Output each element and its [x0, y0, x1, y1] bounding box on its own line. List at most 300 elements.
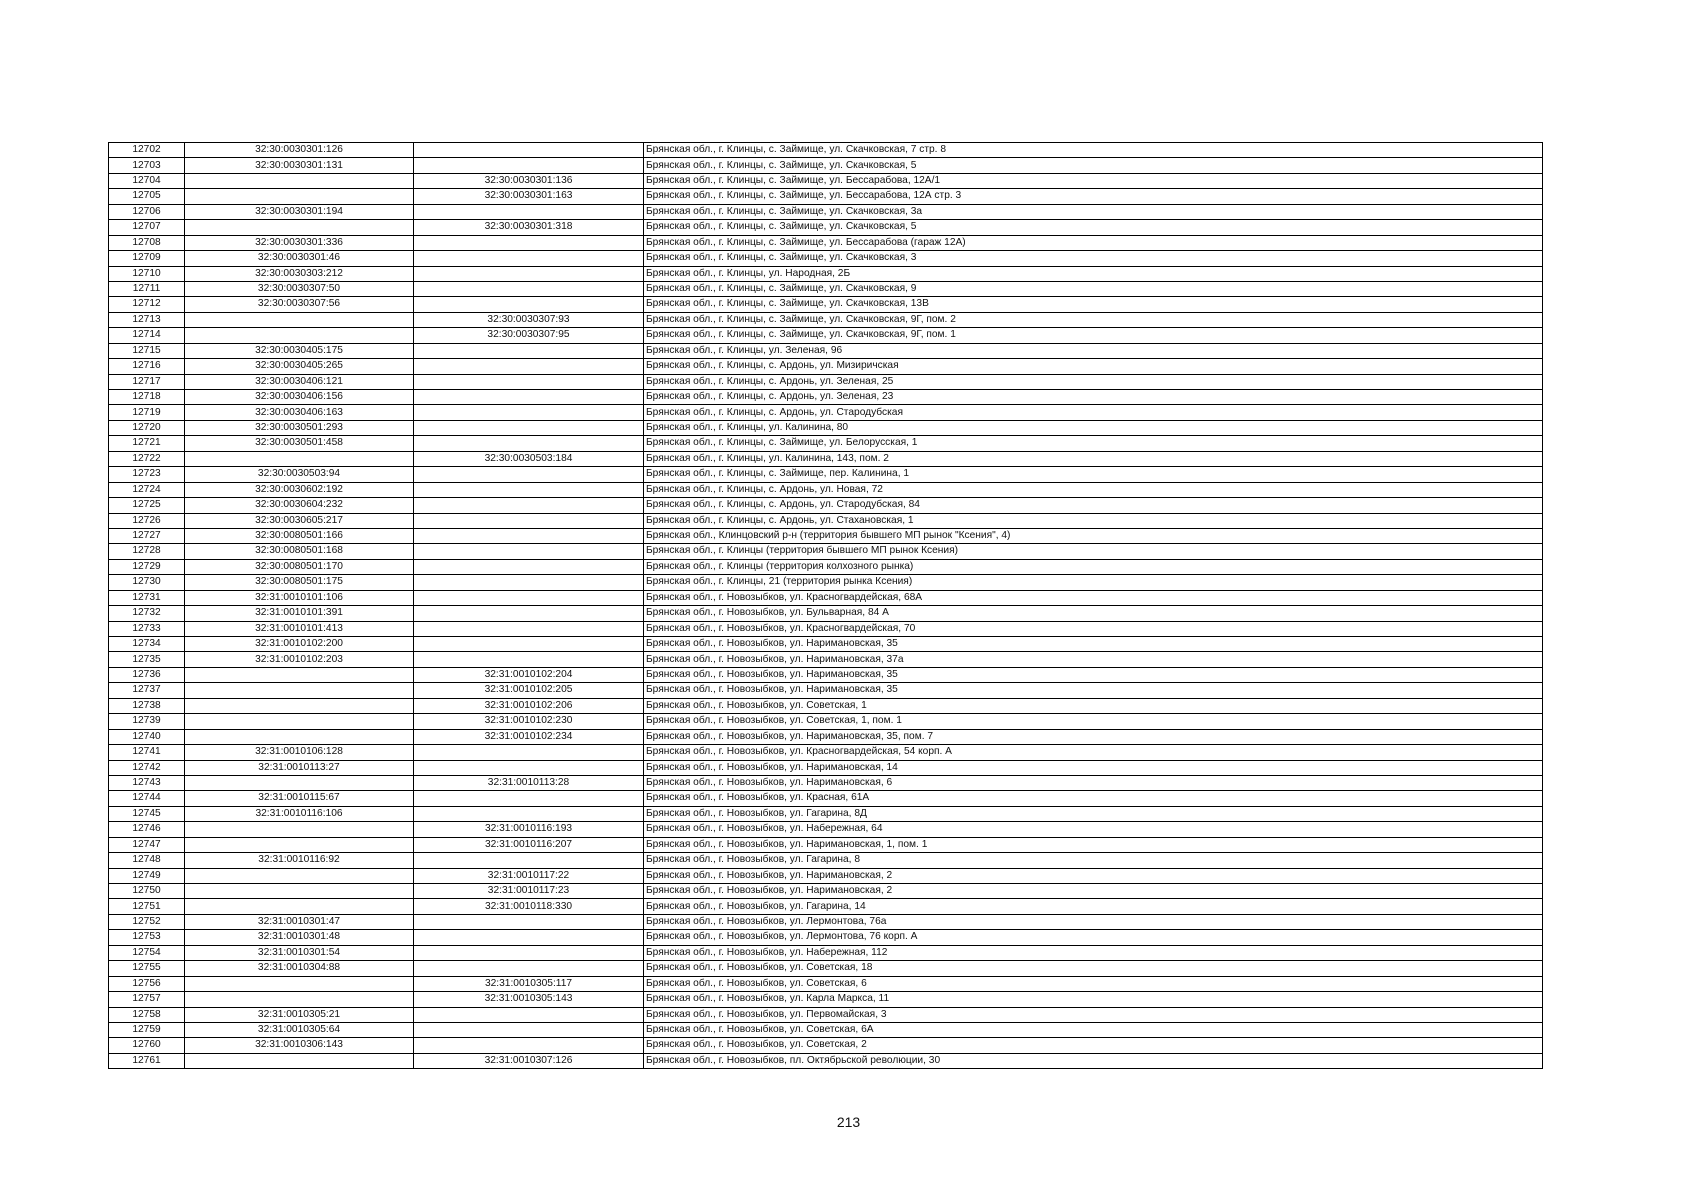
- table-row: [109, 251, 1543, 266]
- cadastral-number-alt-cell: [414, 930, 644, 945]
- cadastral-number-cell: 32:31:0010101:106: [185, 590, 414, 605]
- address-cell: Брянская обл., г. Клинцы, с. Займище, ул. Скачковская, 3: [644, 251, 1543, 266]
- table-row: [109, 544, 1543, 559]
- row-number-cell: 12712: [109, 297, 185, 312]
- cadastral-number-cell: [185, 714, 414, 729]
- table-row: [109, 220, 1543, 235]
- cadastral-number-cell: 32:31:0010306:143: [185, 1038, 414, 1053]
- row-number-cell: 12732: [109, 606, 185, 621]
- cadastral-number-cell: [185, 189, 414, 204]
- address-cell: Брянская обл., г. Новозыбков, ул. Бульварная, 84 А: [644, 606, 1543, 621]
- cadastral-number-alt-cell: 32:30:0030307:93: [414, 312, 644, 327]
- table-row: [109, 297, 1543, 312]
- cadastral-number-cell: 32:31:0010115:67: [185, 791, 414, 806]
- address-cell: Брянская обл., г. Новозыбков, ул. Красногвардейская, 54 корп. А: [644, 745, 1543, 760]
- row-number-cell: 12719: [109, 405, 185, 420]
- address-cell: Брянская обл., г. Клинцы (территория бывшего МП рынок Ксения): [644, 544, 1543, 559]
- row-number-cell: 12715: [109, 343, 185, 358]
- address-cell: Брянская обл., г. Клинцы, с. Займище, ул. Скачковская, 5: [644, 158, 1543, 173]
- address-cell: Брянская обл., г. Клинцы, с. Ардонь, ул. Новая, 72: [644, 482, 1543, 497]
- cadastral-number-alt-cell: 32:31:0010116:193: [414, 822, 644, 837]
- address-cell: Брянская обл., г. Новозыбков, ул. Лермонтова, 76 корп. А: [644, 930, 1543, 945]
- page-number: 213: [836, 1114, 861, 1130]
- table-row: [109, 405, 1543, 420]
- address-cell: Брянская обл., г. Клинцы, с. Займище, пер. Калинина, 1: [644, 467, 1543, 482]
- cadastral-number-alt-cell: [414, 1022, 644, 1037]
- table-row: [109, 868, 1543, 883]
- cadastral-number-alt-cell: [414, 498, 644, 513]
- table-row: [109, 606, 1543, 621]
- cadastral-number-cell: [185, 698, 414, 713]
- cadastral-number-alt-cell: [414, 204, 644, 219]
- address-cell: Брянская обл., г. Клинцы, с. Займище, ул. Белорусская, 1: [644, 436, 1543, 451]
- table-row: [109, 760, 1543, 775]
- cadastral-number-alt-cell: [414, 621, 644, 636]
- cadastral-number-cell: 32:30:0030307:56: [185, 297, 414, 312]
- cadastral-number-cell: 32:30:0030301:194: [185, 204, 414, 219]
- cadastral-number-cell: 32:31:0010301:48: [185, 930, 414, 945]
- cadastral-number-alt-cell: [414, 559, 644, 574]
- table-row: [109, 482, 1543, 497]
- cadastral-number-cell: 32:30:0030406:156: [185, 390, 414, 405]
- table-row: [109, 806, 1543, 821]
- row-number-cell: 12702: [109, 143, 185, 158]
- row-number-cell: 12721: [109, 436, 185, 451]
- cadastral-number-alt-cell: [414, 297, 644, 312]
- cadastral-number-cell: 32:30:0030405:175: [185, 343, 414, 358]
- cadastral-number-alt-cell: [414, 281, 644, 296]
- cadastral-number-alt-cell: [414, 745, 644, 760]
- cadastral-number-alt-cell: 32:31:0010117:23: [414, 884, 644, 899]
- row-number-cell: 12711: [109, 281, 185, 296]
- cadastral-number-alt-cell: [414, 390, 644, 405]
- address-cell: Брянская обл., г. Клинцы, с. Ардонь, ул. Стахановская, 1: [644, 513, 1543, 528]
- row-number-cell: 12713: [109, 312, 185, 327]
- address-cell: Брянская обл., г. Клинцы, с. Займище, ул. Скачковская, 3а: [644, 204, 1543, 219]
- table-row: [109, 729, 1543, 744]
- address-cell: Брянская обл., г. Клинцы, с. Ардонь, ул. Стародубская, 84: [644, 498, 1543, 513]
- address-cell: Брянская обл., г. Клинцы, с. Ардонь, ул. Стародубская: [644, 405, 1543, 420]
- table-row: [109, 822, 1543, 837]
- cadastral-number-alt-cell: [414, 158, 644, 173]
- table-row: [109, 1022, 1543, 1037]
- cadastral-number-cell: 32:31:0010301:54: [185, 945, 414, 960]
- row-number-cell: 12759: [109, 1022, 185, 1037]
- table-row: [109, 992, 1543, 1007]
- cadastral-number-cell: [185, 683, 414, 698]
- table-row: [109, 791, 1543, 806]
- cadastral-number-cell: 32:30:0030501:293: [185, 420, 414, 435]
- table-row: [109, 714, 1543, 729]
- cadastral-number-cell: 32:30:0080501:170: [185, 559, 414, 574]
- row-number-cell: 12752: [109, 914, 185, 929]
- cadastral-number-cell: 32:31:0010113:27: [185, 760, 414, 775]
- cadastral-number-cell: 32:30:0030405:265: [185, 359, 414, 374]
- cadastral-number-cell: 32:31:0010106:128: [185, 745, 414, 760]
- row-number-cell: 12761: [109, 1053, 185, 1068]
- row-number-cell: 12743: [109, 775, 185, 790]
- table-row: [109, 204, 1543, 219]
- cadastral-number-alt-cell: [414, 359, 644, 374]
- cadastral-number-cell: 32:30:0030406:163: [185, 405, 414, 420]
- table-row: [109, 930, 1543, 945]
- table-row: [109, 420, 1543, 435]
- cadastral-number-alt-cell: 32:31:0010116:207: [414, 837, 644, 852]
- cadastral-number-cell: 32:30:0030406:121: [185, 374, 414, 389]
- cadastral-number-cell: [185, 992, 414, 1007]
- table-row: [109, 698, 1543, 713]
- cadastral-number-cell: [185, 328, 414, 343]
- table-row: [109, 281, 1543, 296]
- table-row: [109, 899, 1543, 914]
- address-cell: Брянская обл., г. Клинцы, с. Ардонь, ул. Мизиричская: [644, 359, 1543, 374]
- table-row: [109, 914, 1543, 929]
- address-cell: Брянская обл., г. Новозыбков, ул. Наримановская, 35: [644, 667, 1543, 682]
- row-number-cell: 12755: [109, 961, 185, 976]
- row-number-cell: 12710: [109, 266, 185, 281]
- row-number-cell: 12714: [109, 328, 185, 343]
- cadastral-number-cell: 32:31:0010102:200: [185, 637, 414, 652]
- table-row: [109, 853, 1543, 868]
- cadastral-number-alt-cell: 32:31:0010305:143: [414, 992, 644, 1007]
- cadastral-number-cell: [185, 868, 414, 883]
- cadastral-number-cell: 32:30:0030501:458: [185, 436, 414, 451]
- address-cell: Брянская обл., г. Новозыбков, ул. Карла Маркса, 11: [644, 992, 1543, 1007]
- table-row: [109, 1053, 1543, 1068]
- address-cell: Брянская обл., г. Новозыбков, ул. Гагарина, 8: [644, 853, 1543, 868]
- cadastral-number-cell: 32:30:0030604:232: [185, 498, 414, 513]
- table-row: [109, 559, 1543, 574]
- address-cell: Брянская обл., г. Новозыбков, ул. Наримановская, 14: [644, 760, 1543, 775]
- row-number-cell: 12758: [109, 1007, 185, 1022]
- cadastral-number-cell: [185, 837, 414, 852]
- cadastral-number-alt-cell: 32:31:0010305:117: [414, 976, 644, 991]
- row-number-cell: 12728: [109, 544, 185, 559]
- row-number-cell: 12747: [109, 837, 185, 852]
- cadastral-number-alt-cell: [414, 806, 644, 821]
- table-row: [109, 976, 1543, 991]
- cadastral-number-alt-cell: [414, 235, 644, 250]
- table-row: [109, 637, 1543, 652]
- address-cell: Брянская обл., г. Новозыбков, ул. Набережная, 64: [644, 822, 1543, 837]
- row-number-cell: 12705: [109, 189, 185, 204]
- row-number-cell: 12726: [109, 513, 185, 528]
- cadastral-number-cell: 32:31:0010101:391: [185, 606, 414, 621]
- cadastral-number-alt-cell: 32:31:0010307:126: [414, 1053, 644, 1068]
- address-cell: Брянская обл., г. Новозыбков, ул. Советская, 2: [644, 1038, 1543, 1053]
- row-number-cell: 12723: [109, 467, 185, 482]
- table-row: [109, 884, 1543, 899]
- address-cell: Брянская обл., г. Новозыбков, ул. Красная, 61А: [644, 791, 1543, 806]
- cadastral-number-alt-cell: [414, 791, 644, 806]
- address-cell: Брянская обл., г. Новозыбков, ул. Гагарина, 8Д: [644, 806, 1543, 821]
- table-row: [109, 667, 1543, 682]
- cadastral-number-cell: 32:31:0010301:47: [185, 914, 414, 929]
- cadastral-number-alt-cell: [414, 405, 644, 420]
- address-cell: Брянская обл., г. Клинцы, с. Займище, ул. Бессарабова, 12А стр. 3: [644, 189, 1543, 204]
- address-cell: Брянская обл., г. Новозыбков, ул. Гагарина, 14: [644, 899, 1543, 914]
- cadastral-number-cell: [185, 312, 414, 327]
- table-row: [109, 498, 1543, 513]
- cadastral-number-alt-cell: [414, 544, 644, 559]
- cadastral-number-alt-cell: [414, 575, 644, 590]
- cadastral-number-alt-cell: [414, 343, 644, 358]
- address-cell: Брянская обл., г. Клинцы (территория колхозного рынка): [644, 559, 1543, 574]
- address-cell: Брянская обл., г. Клинцы, с. Займище, ул. Скачковская, 13В: [644, 297, 1543, 312]
- cadastral-number-cell: 32:30:0030301:126: [185, 143, 414, 158]
- address-cell: Брянская обл., г. Клинцы, ул. Калинина, 143, пом. 2: [644, 451, 1543, 466]
- address-cell: Брянская обл., г. Новозыбков, ул. Наримановская, 1, пом. 1: [644, 837, 1543, 852]
- row-number-cell: 12744: [109, 791, 185, 806]
- row-number-cell: 12704: [109, 173, 185, 188]
- cadastral-number-alt-cell: [414, 853, 644, 868]
- row-number-cell: 12756: [109, 976, 185, 991]
- cadastral-number-alt-cell: [414, 1038, 644, 1053]
- cadastral-number-cell: [185, 899, 414, 914]
- table-row: [109, 528, 1543, 543]
- cadastral-number-cell: [185, 775, 414, 790]
- row-number-cell: 12724: [109, 482, 185, 497]
- row-number-cell: 12753: [109, 930, 185, 945]
- row-number-cell: 12742: [109, 760, 185, 775]
- address-cell: Брянская обл., г. Клинцы, с. Ардонь, ул. Зеленая, 25: [644, 374, 1543, 389]
- table-row: [109, 235, 1543, 250]
- row-number-cell: 12707: [109, 220, 185, 235]
- row-number-cell: 12717: [109, 374, 185, 389]
- table-row: [109, 1007, 1543, 1022]
- cadastral-number-alt-cell: [414, 482, 644, 497]
- cadastral-number-alt-cell: [414, 1007, 644, 1022]
- cadastral-number-cell: 32:31:0010305:21: [185, 1007, 414, 1022]
- address-cell: Брянская обл., г. Новозыбков, ул. Советская, 6А: [644, 1022, 1543, 1037]
- cadastral-number-alt-cell: 32:31:0010102:205: [414, 683, 644, 698]
- cadastral-number-alt-cell: 32:30:0030307:95: [414, 328, 644, 343]
- cadastral-number-alt-cell: [414, 945, 644, 960]
- row-number-cell: 12738: [109, 698, 185, 713]
- cadastral-number-alt-cell: [414, 251, 644, 266]
- table-row: [109, 158, 1543, 173]
- cadastral-number-alt-cell: [414, 143, 644, 158]
- address-cell: Брянская обл., г. Клинцы, с. Займище, ул. Скачковская, 9Г, пом. 1: [644, 328, 1543, 343]
- cadastral-number-alt-cell: 32:30:0030301:136: [414, 173, 644, 188]
- table-row: [109, 143, 1543, 158]
- cadastral-number-alt-cell: [414, 961, 644, 976]
- address-cell: Брянская обл., Клинцовский р-н (территория бывшего МП рынок "Ксения", 4): [644, 528, 1543, 543]
- cadastral-number-alt-cell: [414, 436, 644, 451]
- cadastral-number-cell: [185, 884, 414, 899]
- row-number-cell: 12751: [109, 899, 185, 914]
- cadastral-number-alt-cell: 32:31:0010102:206: [414, 698, 644, 713]
- address-cell: Брянская обл., г. Новозыбков, ул. Набережная, 112: [644, 945, 1543, 960]
- cadastral-number-alt-cell: [414, 914, 644, 929]
- row-number-cell: 12757: [109, 992, 185, 1007]
- address-cell: Брянская обл., г. Новозыбков, ул. Наримановская, 35: [644, 637, 1543, 652]
- address-cell: Брянская обл., г. Клинцы, с. Займище, ул. Скачковская, 9: [644, 281, 1543, 296]
- cadastral-number-cell: 32:30:0030602:192: [185, 482, 414, 497]
- cadastral-number-cell: [185, 173, 414, 188]
- row-number-cell: 12745: [109, 806, 185, 821]
- address-cell: Брянская обл., г. Клинцы, с. Займище, ул. Бессарабова, 12А/1: [644, 173, 1543, 188]
- cadastral-number-cell: [185, 822, 414, 837]
- address-cell: Брянская обл., г. Новозыбков, ул. Советская, 6: [644, 976, 1543, 991]
- cadastral-number-alt-cell: [414, 374, 644, 389]
- cadastral-number-cell: [185, 976, 414, 991]
- cadastral-number-alt-cell: [414, 266, 644, 281]
- cadastral-number-alt-cell: [414, 652, 644, 667]
- row-number-cell: 12740: [109, 729, 185, 744]
- cadastral-number-cell: 32:30:0030303:212: [185, 266, 414, 281]
- cadastral-number-cell: 32:30:0080501:175: [185, 575, 414, 590]
- cadastral-number-cell: 32:30:0080501:168: [185, 544, 414, 559]
- row-number-cell: 12729: [109, 559, 185, 574]
- address-cell: Брянская обл., г. Новозыбков, ул. Красногвардейская, 68А: [644, 590, 1543, 605]
- row-number-cell: 12720: [109, 420, 185, 435]
- cadastral-number-alt-cell: [414, 590, 644, 605]
- cadastral-number-alt-cell: [414, 467, 644, 482]
- cadastral-number-cell: 32:31:0010101:413: [185, 621, 414, 636]
- cadastral-number-alt-cell: [414, 528, 644, 543]
- row-number-cell: 12718: [109, 390, 185, 405]
- address-cell: Брянская обл., г. Клинцы, 21 (территория рынка Ксения): [644, 575, 1543, 590]
- table-row: [109, 451, 1543, 466]
- row-number-cell: 12760: [109, 1038, 185, 1053]
- table-row: [109, 513, 1543, 528]
- cadastral-number-cell: 32:30:0030301:131: [185, 158, 414, 173]
- table-row: [109, 343, 1543, 358]
- row-number-cell: 12722: [109, 451, 185, 466]
- cadastral-number-cell: 32:30:0030301:46: [185, 251, 414, 266]
- cadastral-number-cell: [185, 729, 414, 744]
- address-cell: Брянская обл., г. Новозыбков, ул. Первомайская, 3: [644, 1007, 1543, 1022]
- row-number-cell: 12709: [109, 251, 185, 266]
- row-number-cell: 12735: [109, 652, 185, 667]
- address-cell: Брянская обл., г. Новозыбков, ул. Наримановская, 35: [644, 683, 1543, 698]
- cadastral-number-alt-cell: [414, 513, 644, 528]
- table-row: [109, 359, 1543, 374]
- row-number-cell: 12730: [109, 575, 185, 590]
- cadastral-number-alt-cell: 32:30:0030301:163: [414, 189, 644, 204]
- address-cell: Брянская обл., г. Новозыбков, ул. Наримановская, 37а: [644, 652, 1543, 667]
- cadastral-number-cell: [185, 220, 414, 235]
- row-number-cell: 12716: [109, 359, 185, 374]
- address-cell: Брянская обл., г. Клинцы, с. Займище, ул. Скачковская, 7 стр. 8: [644, 143, 1543, 158]
- cadastral-number-alt-cell: [414, 420, 644, 435]
- cadastral-number-alt-cell: 32:31:0010102:204: [414, 667, 644, 682]
- table-row: [109, 837, 1543, 852]
- row-number-cell: 12731: [109, 590, 185, 605]
- address-cell: Брянская обл., г. Клинцы, ул. Народная, 2Б: [644, 266, 1543, 281]
- cadastral-number-cell: 32:31:0010304:88: [185, 961, 414, 976]
- table-row: [109, 945, 1543, 960]
- table-row: [109, 266, 1543, 281]
- address-cell: Брянская обл., г. Клинцы, с. Займище, ул. Скачковская, 5: [644, 220, 1543, 235]
- cadastral-number-cell: 32:31:0010305:64: [185, 1022, 414, 1037]
- cadastral-number-cell: 32:30:0030307:50: [185, 281, 414, 296]
- row-number-cell: 12748: [109, 853, 185, 868]
- table-body: [109, 143, 1543, 1069]
- address-cell: Брянская обл., г. Новозыбков, ул. Советская, 18: [644, 961, 1543, 976]
- cadastral-number-cell: 32:30:0030301:336: [185, 235, 414, 250]
- table-row: [109, 328, 1543, 343]
- cadastral-number-cell: [185, 1053, 414, 1068]
- table-row: [109, 590, 1543, 605]
- table-row: [109, 173, 1543, 188]
- row-number-cell: 12727: [109, 528, 185, 543]
- cadastral-number-alt-cell: 32:30:0030503:184: [414, 451, 644, 466]
- address-cell: Брянская обл., г. Новозыбков, ул. Лермонтова, 76а: [644, 914, 1543, 929]
- table-row: [109, 961, 1543, 976]
- address-cell: Брянская обл., г. Новозыбков, ул. Наримановская, 6: [644, 775, 1543, 790]
- address-cell: Брянская обл., г. Новозыбков, ул. Наримановская, 2: [644, 884, 1543, 899]
- address-cell: Брянская обл., г. Новозыбков, ул. Наримановская, 2: [644, 868, 1543, 883]
- cadastral-number-alt-cell: 32:31:0010102:230: [414, 714, 644, 729]
- cadastral-number-alt-cell: 32:31:0010113:28: [414, 775, 644, 790]
- table-row: [109, 390, 1543, 405]
- table-row: [109, 775, 1543, 790]
- address-cell: Брянская обл., г. Клинцы, с. Ардонь, ул. Зеленая, 23: [644, 390, 1543, 405]
- cadastral-number-cell: 32:31:0010116:106: [185, 806, 414, 821]
- cadastral-number-cell: 32:31:0010102:203: [185, 652, 414, 667]
- table-row: [109, 652, 1543, 667]
- table-row: [109, 436, 1543, 451]
- property-registry-table: [108, 142, 1543, 1069]
- table-row: [109, 312, 1543, 327]
- address-cell: Брянская обл., г. Новозыбков, ул. Советская, 1, пом. 1: [644, 714, 1543, 729]
- cadastral-number-alt-cell: 32:31:0010118:330: [414, 899, 644, 914]
- row-number-cell: 12741: [109, 745, 185, 760]
- table-row: [109, 575, 1543, 590]
- address-cell: Брянская обл., г. Клинцы, с. Займище, ул. Бессарабова (гараж 12А): [644, 235, 1543, 250]
- cadastral-number-cell: [185, 667, 414, 682]
- row-number-cell: 12725: [109, 498, 185, 513]
- address-cell: Брянская обл., г. Клинцы, с. Займище, ул. Скачковская, 9Г, пом. 2: [644, 312, 1543, 327]
- cadastral-number-alt-cell: [414, 637, 644, 652]
- row-number-cell: 12703: [109, 158, 185, 173]
- table-row: [109, 745, 1543, 760]
- cadastral-number-alt-cell: [414, 606, 644, 621]
- row-number-cell: 12706: [109, 204, 185, 219]
- row-number-cell: 12736: [109, 667, 185, 682]
- cadastral-number-cell: 32:31:0010116:92: [185, 853, 414, 868]
- row-number-cell: 12750: [109, 884, 185, 899]
- table-row: [109, 1038, 1543, 1053]
- row-number-cell: 12708: [109, 235, 185, 250]
- row-number-cell: 12739: [109, 714, 185, 729]
- address-cell: Брянская обл., г. Клинцы, ул. Калинина, 80: [644, 420, 1543, 435]
- table-row: [109, 189, 1543, 204]
- cadastral-number-cell: [185, 451, 414, 466]
- address-cell: Брянская обл., г. Новозыбков, ул. Советская, 1: [644, 698, 1543, 713]
- row-number-cell: 12749: [109, 868, 185, 883]
- row-number-cell: 12734: [109, 637, 185, 652]
- address-cell: Брянская обл., г. Новозыбков, ул. Красногвардейская, 70: [644, 621, 1543, 636]
- row-number-cell: 12746: [109, 822, 185, 837]
- address-cell: Брянская обл., г. Новозыбков, пл. Октябрьской революции, 30: [644, 1053, 1543, 1068]
- table-row: [109, 467, 1543, 482]
- cadastral-number-alt-cell: 32:31:0010117:22: [414, 868, 644, 883]
- cadastral-number-alt-cell: [414, 760, 644, 775]
- cadastral-number-cell: 32:30:0030605:217: [185, 513, 414, 528]
- table-row: [109, 374, 1543, 389]
- address-cell: Брянская обл., г. Новозыбков, ул. Наримановская, 35, пом. 7: [644, 729, 1543, 744]
- cadastral-number-cell: 32:30:0080501:166: [185, 528, 414, 543]
- cadastral-number-cell: 32:30:0030503:94: [185, 467, 414, 482]
- row-number-cell: 12754: [109, 945, 185, 960]
- cadastral-number-alt-cell: 32:30:0030301:318: [414, 220, 644, 235]
- table-row: [109, 683, 1543, 698]
- cadastral-number-alt-cell: 32:31:0010102:234: [414, 729, 644, 744]
- address-cell: Брянская обл., г. Клинцы, ул. Зеленая, 96: [644, 343, 1543, 358]
